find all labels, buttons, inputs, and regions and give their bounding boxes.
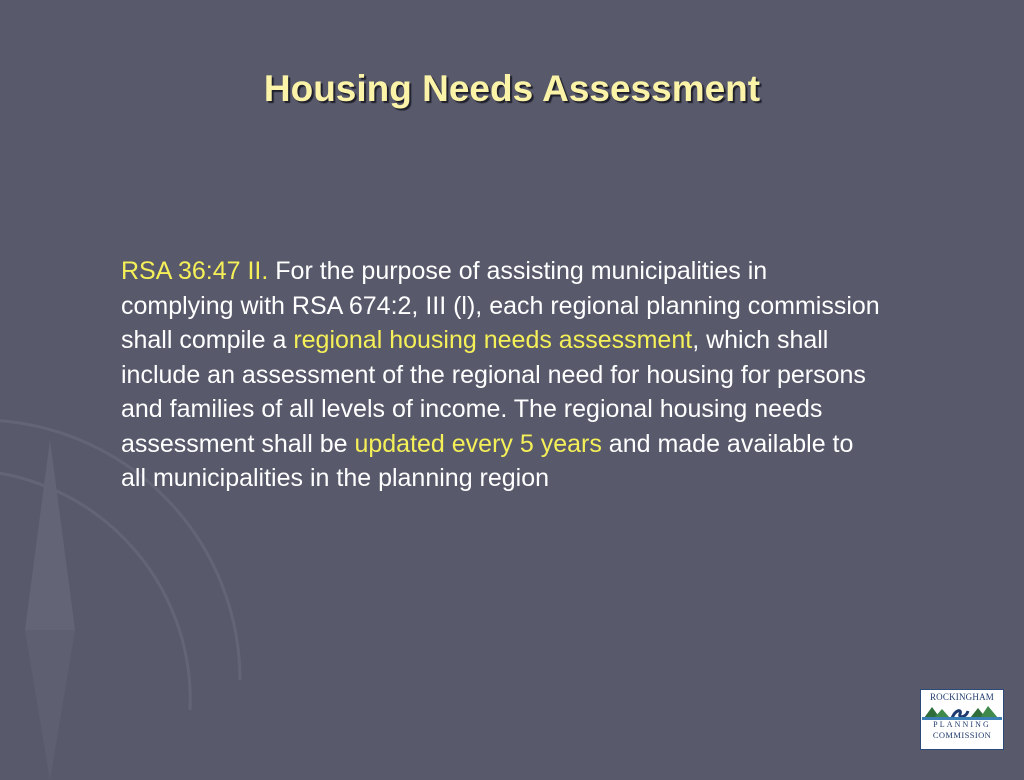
- logo-line-1: ROCKINGHAM: [929, 692, 994, 702]
- landscape-logo-icon: [922, 703, 1002, 720]
- slide-title: Housing Needs Assessment: [263, 68, 761, 109]
- rockingham-planning-commission-logo: [920, 689, 1004, 750]
- body-text-segment: For the purpose of assisting municipalities in complying with RSA 674:2, III (l), each regional planning commission shall compile a: [121, 257, 880, 354]
- logo-line-2: PLANNING: [933, 720, 991, 729]
- body-paragraph: [121, 254, 881, 496]
- body-text-segment: , which shall include an assessment of the regional need for housing for persons and families of all levels of income. The regional housing needs assessment shall be: [121, 326, 866, 458]
- rsa-citation: RSA 36:47 II.: [121, 257, 269, 285]
- highlight-regional-housing-needs-assessment: regional housing needs assessment: [293, 326, 693, 354]
- body-text-segment: and made available to all municipalities in the planning region: [121, 429, 854, 492]
- highlight-updated-every-5-years: updated every 5 years: [354, 429, 602, 458]
- logo-line-3: COMMISSION: [932, 730, 992, 740]
